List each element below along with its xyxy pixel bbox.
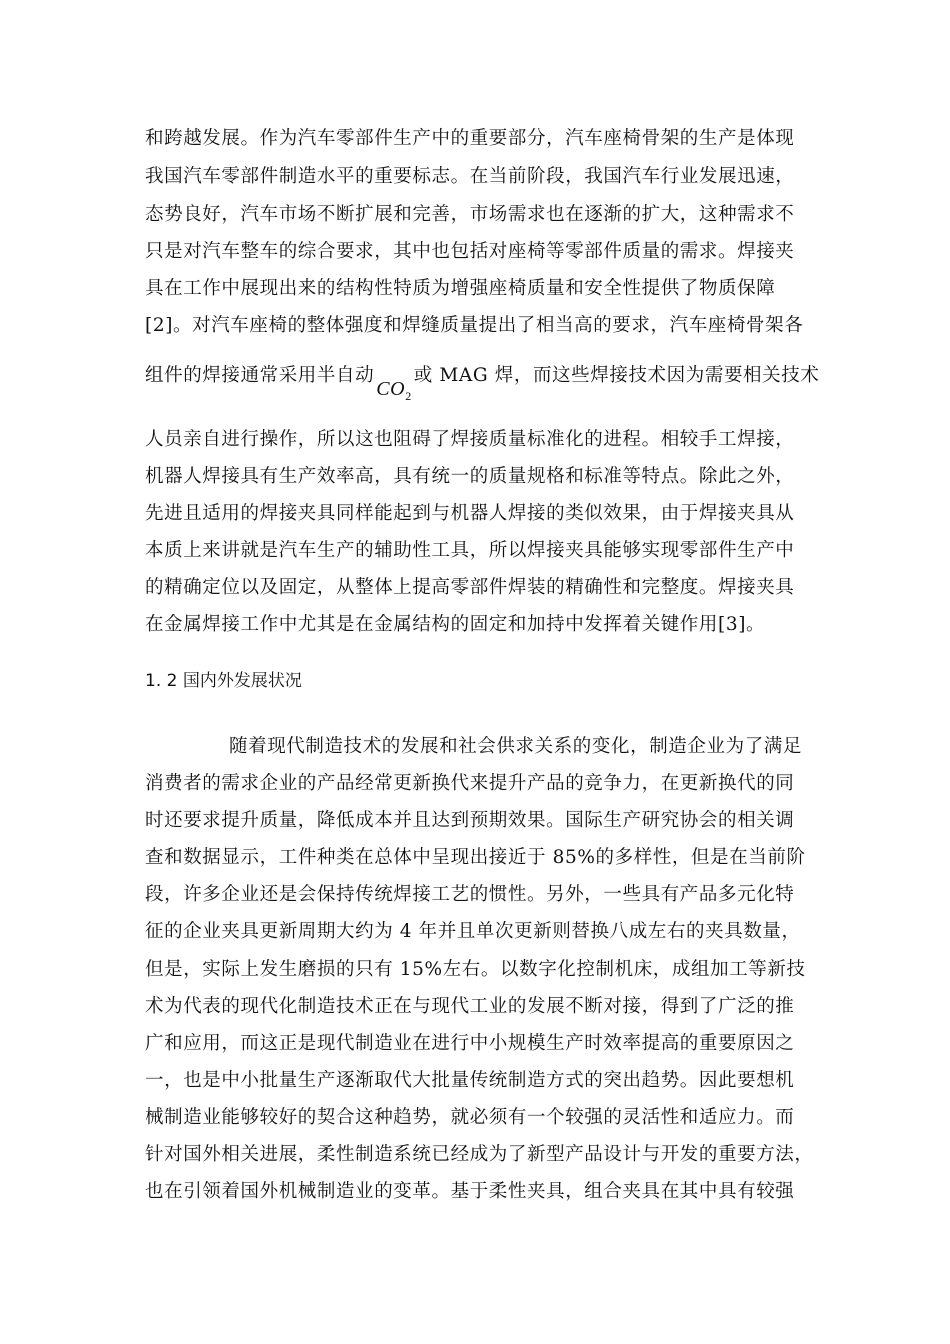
text-line: 本质上来讲就是汽车生产的辅助性工具，所以焊接夹具能够实现零部件生产中 — [145, 540, 795, 561]
formula-line — [145, 360, 825, 403]
text-line: [2]。对汽车座椅的整体强度和焊缝质量提出了相当高的要求，汽车座椅骨架各 — [145, 315, 804, 336]
text-line: 我国汽车零部件制造水平的重要标志。在当前阶段，我国汽车行业发展迅速， — [145, 166, 795, 187]
text-line: 一，也是中小批量生产逐渐取代大批量传统制造方式的突出趋势。因此要想机 — [145, 1070, 795, 1091]
text-line: 先进且适用的焊接夹具同样能起到与机器人焊接的类似效果，由于焊接夹具从 — [145, 503, 795, 524]
text-segment: 或 MAG 焊，而这些焊接技术因为需要相关技术 — [413, 365, 820, 386]
text-line: 段，许多企业还是会保持传统焊接工艺的惯性。另外，一些具有产品多元化特 — [145, 884, 795, 905]
text-line: 的精确定位以及固定，从整体上提高零部件焊装的精确性和完整度。焊接夹具 — [145, 577, 795, 598]
co2-formula — [376, 378, 412, 403]
text-line: 查和数据显示，工件种类在总体中呈现出接近于 85%的多样性，但是在当前阶 — [145, 847, 806, 868]
text-line: 态势良好，汽车市场不断扩展和完善，市场需求也在逐渐的扩大，这种需求不 — [145, 204, 795, 225]
text-line: 术为代表的现代化制造技术正在与现代工业的发展不断对接，得到了广泛的推 — [145, 996, 795, 1017]
text-line: 人员亲自进行操作，所以这也阻碍了焊接质量标准化的进程。相较手工焊接， — [145, 429, 795, 450]
text-line: 针对国外相关进展，柔性制造系统已经成为了新型产品设计与开发的重要方法， — [145, 1144, 814, 1165]
text-segment: 组件的焊接通常采用半自动 — [145, 365, 375, 386]
formula-subscript: 2 — [405, 389, 412, 403]
section-heading: 1. 2 国内外发展状况 — [145, 671, 302, 691]
text-line: 广和应用，而这正是现代制造业在进行中小规模生产时效率提高的重要原因之 — [145, 1033, 795, 1054]
text-line: 征的企业夹具更新周期大约为 4 年并且单次更新则替换八成左右的夹具数量， — [145, 921, 801, 942]
text-line: 械制造业能够较好的契合这种趋势，就必须有一个较强的灵活性和适应力。而 — [145, 1107, 795, 1128]
text-line: 随着现代制造技术的发展和社会供求关系的变化，制造企业为了满足 — [229, 736, 803, 757]
text-line: 但是，实际上发生磨损的只有 15%左右。以数字化控制机床，成组加工等新技 — [145, 959, 806, 980]
text-line: 也在引领着国外机械制造业的变革。基于柔性夹具，组合夹具在其中具有较强 — [145, 1181, 795, 1202]
text-line: 具在工作中展现出来的结构性特质为增强座椅质量和安全性提供了物质保障 — [145, 278, 776, 299]
text-line: 机器人焊接具有生产效率高，具有统一的质量规格和标准等特点。除此之外， — [145, 466, 795, 487]
text-line: 在金属焊接工作中尤其是在金属结构的固定和加持中发挥着关键作用[3]。 — [145, 614, 766, 635]
text-line: 只是对汽车整车的综合要求，其中也包括对座椅等零部件质量的需求。焊接夹 — [145, 241, 795, 262]
text-line: 和跨越发展。作为汽车零部件生产中的重要部分，汽车座椅骨架的生产是体现 — [145, 128, 795, 149]
formula-main: CO — [376, 378, 406, 400]
text-line: 消费者的需求企业的产品经常更新换代来提升产品的竞争力，在更新换代的同 — [145, 773, 795, 794]
text-line: 时还要求提升质量，降低成本并且达到预期效果。国际生产研究协会的相关调 — [145, 810, 795, 831]
